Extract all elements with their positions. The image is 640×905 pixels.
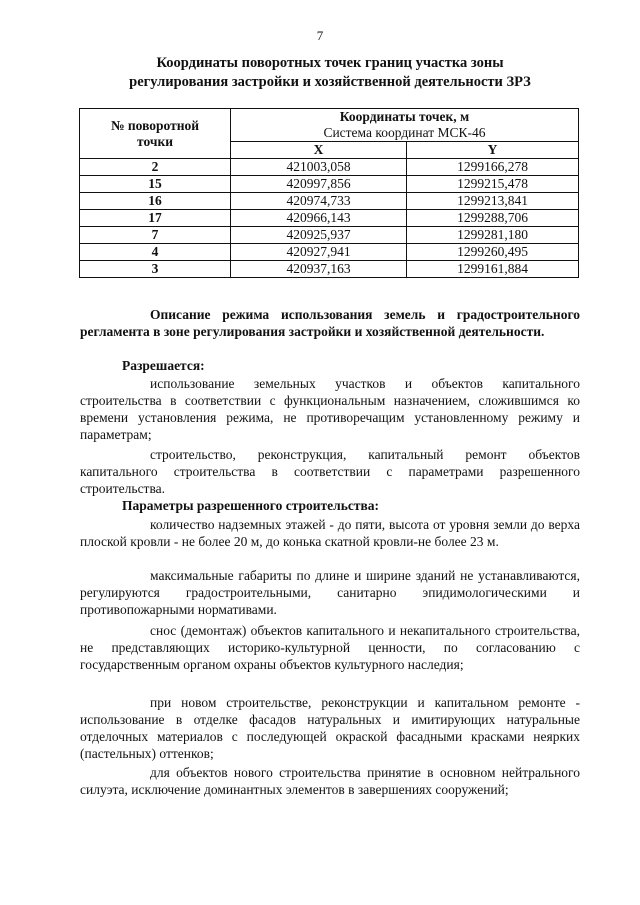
title-line-1: Координаты поворотных точек границ участка зоны: [156, 55, 504, 71]
header-coordinates: Координаты точек, м Система координат МСК-46: [231, 109, 579, 142]
parameters-paragraph-2: максимальные габариты по длине и ширине зданий не устанавливаются, регулируются градостроительными, санитарно эпидимологическими и противопожарными нормативами.: [80, 568, 580, 617]
cell-point: 17: [80, 210, 231, 227]
header-coordinate-system: Система координат МСК-46: [323, 125, 486, 140]
table-row: [80, 227, 579, 244]
document-title: [90, 54, 570, 92]
allowed-paragraph-2: строительство, реконструкция, капитальный ремонт объектов капитального строительства в соответствии с параметрами разрешенного строительства.: [80, 447, 580, 496]
parameters-paragraph-1: количество надземных этажей - до пяти, высота от уровня земли до верха плоской кровли - не более 20 м, до конька скатной кровли-не более 23 м.: [80, 517, 580, 549]
section-heading: Описание режима использования земель и градостроительного регламента в зоне регулирования застройки и хозяйственной деятельности.: [80, 307, 580, 339]
parameters-paragraph-4: при новом строительстве, реконструкции и капитальном ремонте - использование в отделке фасадов натуральных и имитирующих натуральные отделочных материалов с последующей окраской фасадными красками неярких (пастельных) оттенков;: [80, 695, 580, 761]
header-x: X: [231, 142, 407, 159]
cell-x: 420974,733: [231, 193, 407, 210]
cell-x: 420966,143: [231, 210, 407, 227]
allowed-heading: Разрешается:: [122, 358, 205, 373]
table-row: [80, 210, 579, 227]
header-y: Y: [407, 142, 579, 159]
cell-point: 2: [80, 159, 231, 176]
cell-x: 420997,856: [231, 176, 407, 193]
table-row: [80, 244, 579, 261]
page-number: 7: [316, 28, 324, 43]
cell-x: 420927,941: [231, 244, 407, 261]
parameters-paragraph-5: для объектов нового строительства принятие в основном нейтрального силуэта, исключение доминантных элементов в завершениях сооружений;: [80, 765, 580, 797]
parameters-heading: Параметры разрешенного строительства:: [122, 498, 380, 513]
cell-point: 16: [80, 193, 231, 210]
cell-x: 420925,937: [231, 227, 407, 244]
header-point-number: № поворотной точки: [80, 109, 231, 159]
cell-point: 4: [80, 244, 231, 261]
table-row: [80, 193, 579, 210]
table-row: [80, 261, 579, 278]
title-line-2: регулирования застройки и хозяйственной деятельности ЗРЗ: [129, 74, 531, 90]
cell-y: 1299281,180: [407, 227, 579, 244]
cell-x: 421003,058: [231, 159, 407, 176]
cell-y: 1299166,278: [407, 159, 579, 176]
table-row: [80, 176, 579, 193]
cell-x: 420937,163: [231, 261, 407, 278]
cell-point: 3: [80, 261, 231, 278]
table-row: [80, 159, 579, 176]
cell-y: 1299288,706: [407, 210, 579, 227]
cell-point: 7: [80, 227, 231, 244]
parameters-paragraph-3: снос (демонтаж) объектов капитального и некапитального строительства, не представляющих историко-культурной ценности, по согласованию с государственным органом охраны объектов культурного наследия;: [80, 623, 580, 672]
cell-point: 15: [80, 176, 231, 193]
allowed-paragraph-1: использование земельных участков и объектов капитального строительства в соответствии с функциональным назначением, сложившимся ко времени установления режима, не противоречащим установленному режиму и параметрам;: [80, 376, 580, 442]
cell-y: 1299215,478: [407, 176, 579, 193]
cell-y: 1299161,884: [407, 261, 579, 278]
cell-y: 1299260,495: [407, 244, 579, 261]
coordinates-table: [79, 108, 579, 278]
cell-y: 1299213,841: [407, 193, 579, 210]
